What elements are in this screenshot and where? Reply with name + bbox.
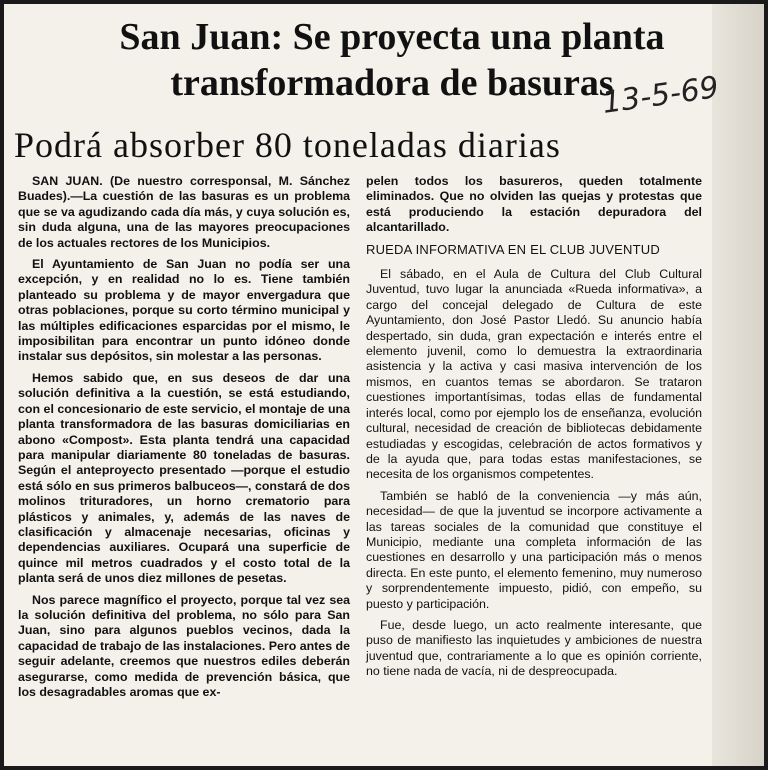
paragraph: El Ayuntamiento de San Juan no podía ser una excepción, y en realidad no lo es. Tiene también planteado su problema y de mayor envergadura que otras poblaciones, porque su corto término municipal y las múltiples edificaciones esparcidas por el mismo, le imposibilitan para encontrar un punto idóneo donde instalar sus depósitos, sin molestar a las personas.	[18, 257, 350, 364]
newspaper-clipping	[4, 4, 764, 766]
paragraph: pelen todos los basureros, queden totalmente eliminados. Que no olviden las quejas y protestas que está produciendo la estación depuradora del alcantarillado.	[366, 174, 702, 235]
paragraph: También se habló de la conveniencia —y más aún, necesidad— de que la juventud se incorpore activamente a las tareas sociales de la comunidad que constituye el Municipio, mediante una completa información de las cuestiones en desarrollo y una participación más o menos directa. En este punto, el elemento femenino, muy numeroso y sorprendentemente impuesto, pidió, con empeño, su puesto y participación.	[366, 488, 702, 611]
paragraph: SAN JUAN. (De nuestro corresponsal, M. Sánchez Buades).—La cuestión de las basuras es un problema que se va agudizando cada día más, y cuya solución es, sin duda alguna, una de las mayores preocupaciones de los actuales rectores de los Municipios.	[18, 174, 350, 250]
section-subhead: RUEDA INFORMATIVA EN EL CLUB JUVENTUD	[366, 241, 660, 257]
handwritten-date: 13-5-69	[600, 70, 721, 121]
paragraph: Fue, desde luego, un acto realmente interesante, que puso de manifiesto las inquietudes y ambiciones de nuestra juventud que, contrariamente a lo que es opinión corriente, no tiene nada de vacía, ni de despreocupada.	[366, 617, 702, 679]
paragraph: El sábado, en el Aula de Cultura del Club Cultural Juventud, tuvo lugar la anunciada «Rueda informativa», a cargo del concejal delegado de Cultura de este Ayuntamiento, don José Pastor Lledó. Su anuncio había despertado, sin duda, gran expectación e interés entre el elemento juvenil, como lo demuestra la extraordinaria asistencia y la activa y casi masiva intervención de los mismos, en cuantos temas se abordaron. Se trataron cuestiones importantísimas, todas ellas de fundamental interés local, como por ejemplo los de enseñanza, evolución cultural, necesidad de creación de bibliotecas debidamente estudiadas y escogidas, celebración de actos formativos y de la ayuda que, para todas estas manifestaciones, se necesita de los organismos competentes.	[366, 267, 702, 482]
paragraph: Hemos sabido que, en sus deseos de dar una solución definitiva a la cuestión, se está estudiando, con el concesionario de este servicio, el montaje de una planta transformadora de las basuras domiciliarias en abono «Compost». Esta planta tendrá una capacidad para manipular diariamente 80 toneladas de basuras. Según el anteproyecto presentado —porque el estudio está sólo en sus primeros balbuceos—, constará de dos molinos trituradores, un horno crematorio para plásticos y animales, y, además de las naves de clasificación y almacenaje necesarias, oficinas y dependencias auxiliares. Ocupará una superficie de quince mil metros cuadrados y el costo total de la planta será de unos diez millones de pesetas.	[18, 370, 350, 586]
left-column	[18, 174, 350, 706]
headline: San Juan: Se proyecta una planta transformadora de basuras	[119, 16, 665, 104]
right-column	[366, 174, 702, 686]
subheadline: Podrá absorber 80 toneladas diarias	[14, 125, 561, 165]
paragraph: Nos parece magnífico el proyecto, porque tal vez sea la solución definitiva del problema, no sólo para San Juan, sino para algunos pueblos vecinos, dada la capacidad de trabajo de las instalaciones. Pero antes de seguir adelante, creemos que nuestros ediles deberán asegurarse, como medida de prevención básica, que los desagradables aromas que ex-	[18, 592, 350, 699]
adjacent-page-edge	[712, 4, 764, 766]
